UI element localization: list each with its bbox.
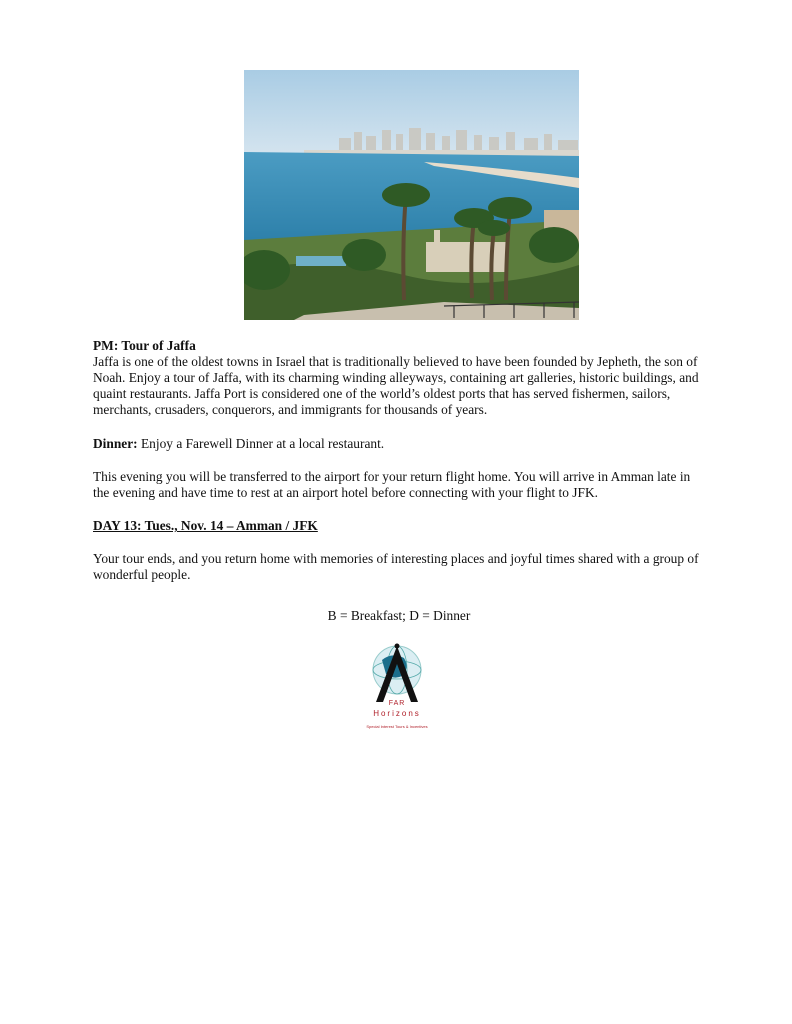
- day13-paragraph: Your tour ends, and you return home with memories of interesting places and joyful times shared with a group of wonderful people.: [93, 551, 699, 582]
- evening-paragraph: This evening you will be transferred to the airport for your return flight home. You will arrive in Amman late in the evening and have time to rest at an airport hotel before connecting with your flight to JFK.: [93, 469, 691, 500]
- dinner-line: [93, 436, 705, 452]
- pm-section: [93, 338, 705, 418]
- meal-legend: B = Breakfast; D = Dinner: [327, 608, 471, 623]
- dinner-label: Dinner:: [93, 436, 138, 451]
- logo-far: FAR: [388, 700, 406, 707]
- logo-horizons: Horizons: [373, 709, 421, 718]
- jaffa-photo: [244, 70, 579, 320]
- day13-heading: DAY 13: Tues., Nov. 14 – Amman / JFK: [93, 518, 318, 533]
- pm-heading: PM: Tour of Jaffa: [93, 338, 196, 353]
- pm-paragraph: Jaffa is one of the oldest towns in Israel that is traditionally believed to have been founded by Jepheth, the son of Noah. Enjoy a tour of Jaffa, with its charming winding alleyways, containing art galleries, historic buildings, and quaint restaurants. Jaffa Port is considered one of the world’s oldest ports that has served fishermen, sailors, merchants, crusaders, conquerors, and immigrants for thousands of years.: [93, 354, 699, 417]
- logo-tagline: Special Interest Tours & Incentives: [366, 724, 428, 729]
- far-horizons-logo: [352, 640, 442, 736]
- dinner-text: Enjoy a Farewell Dinner at a local restaurant.: [137, 436, 385, 451]
